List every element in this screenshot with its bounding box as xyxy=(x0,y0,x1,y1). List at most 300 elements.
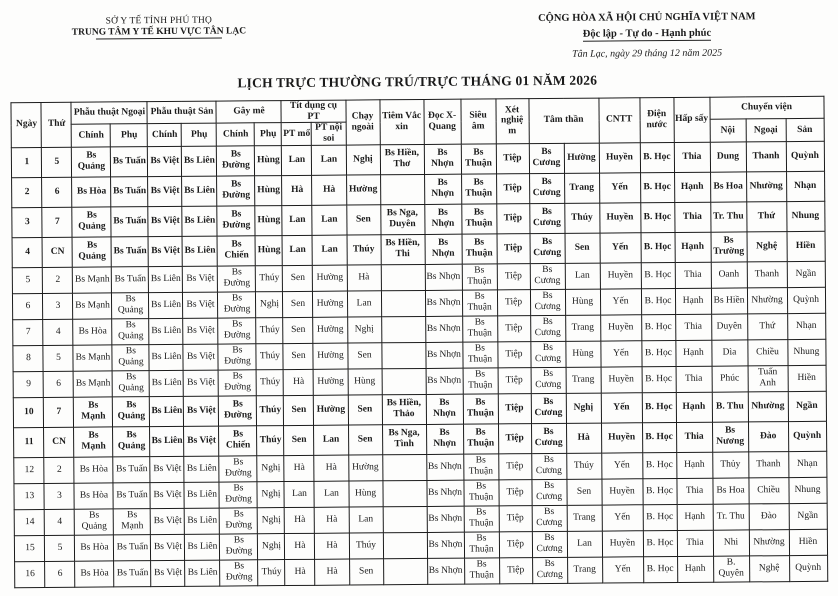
table-cell: B. Học xyxy=(640,142,674,172)
table-cell: Bs Thuận xyxy=(462,315,497,341)
table-cell: Bs Cương xyxy=(530,263,565,289)
table-cell: Hường xyxy=(346,174,380,204)
national-title: CỘNG HÒA XÃ HỘI CHỦ NGHĨA VIỆT NAM xyxy=(538,11,756,25)
table-cell: Lan xyxy=(312,235,346,265)
table-cell: 5 xyxy=(45,535,75,561)
table-cell: Sen xyxy=(284,425,314,455)
table-cell: Tiệp xyxy=(497,315,530,341)
table-cell: Bs Đường xyxy=(219,481,257,507)
table-cell: CN xyxy=(42,237,72,267)
col-header-doc-x-quang: Đọc X-Quang xyxy=(423,99,460,144)
table-cell: Thúy xyxy=(257,369,284,395)
table-cell: Bs Nương xyxy=(712,421,748,451)
table-cell: Bs Liên xyxy=(182,146,217,176)
table-cell: Nhi xyxy=(713,529,749,555)
col-subheader-san-chinh: Chính xyxy=(148,124,182,147)
table-cell: Bs Liên xyxy=(149,318,183,344)
table-cell: Sen xyxy=(283,265,313,291)
table-cell: Bs Liên xyxy=(150,370,184,396)
table-cell: Lan xyxy=(314,481,348,507)
table-cell xyxy=(381,316,425,342)
table-cell: Sen xyxy=(566,479,601,505)
table-cell: Chiều xyxy=(747,339,787,365)
table-cell: Tr. Thu xyxy=(710,201,746,231)
table-cell: Bs Tuấn xyxy=(111,176,148,206)
table-cell: Trang xyxy=(567,505,602,531)
table-cell: Hà xyxy=(347,264,381,290)
table-cell: Tiệp xyxy=(496,173,529,203)
table-cell: Lan xyxy=(565,263,600,289)
table-cell: Bs Mạnh xyxy=(74,426,113,456)
col-header-tam-than: Tâm thần xyxy=(528,98,598,143)
table-cell: Nhung xyxy=(786,201,824,231)
table-cell: Nghị xyxy=(256,291,283,317)
table-cell: Bs Quảng xyxy=(75,508,114,534)
table-cell: B. Học xyxy=(641,262,675,288)
table-cell: Bs Mạnh xyxy=(114,508,151,534)
table-cell: Hà xyxy=(566,423,601,453)
table-cell: Bs Hiền, Thơ xyxy=(380,144,424,174)
table-cell: Thúy xyxy=(349,532,383,558)
table-cell: Hiền xyxy=(789,529,827,555)
col-header-hap-say: Hấp sấy xyxy=(673,97,709,142)
table-cell: Nghệ xyxy=(747,231,787,261)
table-cell: Tiệp xyxy=(499,557,532,583)
table-cell: Hạnh xyxy=(675,288,711,314)
table-cell: Bs Cương xyxy=(532,531,567,557)
table-cell: B. Học xyxy=(641,288,675,314)
table-cell: Tr. Thu xyxy=(713,503,749,529)
table-cell: Thúy xyxy=(256,317,283,343)
table-cell: Tuấn Anh xyxy=(748,365,788,391)
table-cell: Bs Việt xyxy=(184,370,219,396)
table-cell: Huyền xyxy=(601,422,642,452)
national-header-block xyxy=(492,11,802,60)
table-cell: 5 xyxy=(13,267,43,293)
table-cell: Bs Hiền xyxy=(711,287,747,313)
table-cell: Bs Nhợn xyxy=(425,264,462,290)
table-cell: B. Học xyxy=(641,340,675,366)
table-cell: Bs Hoa xyxy=(710,171,746,201)
document-title: LỊCH TRỰC THƯỜNG TRÚ/TRỰC THÁNG 01 NĂM 2026 xyxy=(237,72,598,91)
table-cell: B. Học xyxy=(642,422,676,452)
table-cell: Trang xyxy=(567,557,602,583)
table-cell: B. Thu xyxy=(712,391,748,421)
table-cell: Nghị xyxy=(257,481,284,507)
table-cell: Bs Thuận xyxy=(463,367,498,393)
table-cell: Hà xyxy=(285,533,315,559)
table-cell: Sen xyxy=(283,291,313,317)
table-cell: Lan xyxy=(314,425,348,455)
table-cell: Hiền xyxy=(787,231,825,261)
col-subheader-san-phu: Phụ xyxy=(182,123,217,146)
table-cell: Bs Đường xyxy=(220,533,258,559)
table-cell: Yến xyxy=(600,288,641,314)
table-cell: Bs Thuận xyxy=(463,423,498,453)
table-cell: Bs Nhợn xyxy=(425,234,462,264)
col-subheader-pt-mo: PT mổ xyxy=(282,123,312,145)
table-cell: Hà xyxy=(285,507,315,533)
table-cell: 4 xyxy=(45,509,75,535)
table-cell: Bs Tuấn xyxy=(113,482,150,508)
table-cell: Duyên xyxy=(711,313,747,339)
table-cell: Nghị xyxy=(257,455,284,481)
table-cell: Bs Liên xyxy=(184,456,219,482)
table-cell: Trang xyxy=(564,173,599,203)
table-cell: 9 xyxy=(14,371,44,397)
table-cell: Hường xyxy=(313,343,347,369)
table-cell: Thia xyxy=(675,262,711,288)
table-cell: CN xyxy=(44,427,74,457)
col-subheader-gayme-phu: Phụ xyxy=(255,123,282,145)
table-cell: Bs Nhợn xyxy=(424,144,461,174)
table-cell: Bs Chiến xyxy=(217,235,255,265)
table-cell: 7 xyxy=(42,207,72,237)
table-cell: Hà xyxy=(284,369,314,395)
table-cell xyxy=(383,506,427,532)
table-cell: Thúy xyxy=(258,559,285,585)
table-cell: Hạnh xyxy=(675,232,711,262)
table-cell: 12 xyxy=(14,457,44,483)
table-cell: Bs Quảng xyxy=(72,206,111,236)
table-cell: Bs Việt xyxy=(151,534,185,560)
table-cell: Thứ xyxy=(746,201,786,231)
table-cell: Lan xyxy=(282,235,312,265)
table-cell: Nhường xyxy=(747,287,787,313)
table-cell: Huyền xyxy=(599,202,640,232)
table-cell: Bs Quảng xyxy=(112,344,149,370)
table-cell: Thia xyxy=(676,422,712,452)
table-cell xyxy=(382,368,426,394)
table-cell: Bs Chiến xyxy=(219,425,257,455)
table-cell: Yến xyxy=(602,504,643,530)
table-cell: Bs Mạnh xyxy=(73,292,112,318)
table-cell: Bs Cương xyxy=(530,289,565,315)
table-cell: Bs Cương xyxy=(532,505,567,531)
table-cell: Thúy xyxy=(564,203,599,233)
table-cell: Tiệp xyxy=(499,505,532,531)
table-cell: Bs Việt xyxy=(183,292,218,318)
table-cell: Hà xyxy=(284,455,314,481)
table-cell: Quỳnh xyxy=(789,555,827,581)
table-cell: 4 xyxy=(12,237,42,267)
table-cell: Bs Liên xyxy=(149,266,183,292)
col-header-dien-nuoc: Điện nước xyxy=(639,97,673,142)
table-cell: Bs Thuận xyxy=(463,453,498,479)
table-cell: Yến xyxy=(600,232,641,262)
table-cell: Bs Nhợn xyxy=(426,368,463,394)
table-cell: Huyền xyxy=(600,262,641,288)
table-cell: 16 xyxy=(15,561,45,587)
table-cell: Bs Tuấn xyxy=(114,534,151,560)
table-cell: Bs Đường xyxy=(219,395,257,425)
table-cell: Bs Việt xyxy=(183,344,218,370)
national-motto: Độc lập - Tự do - Hạnh phúc xyxy=(582,27,712,40)
table-cell: Bs Thuận xyxy=(463,393,498,423)
table-cell: 3 xyxy=(44,483,74,509)
table-cell: 6 xyxy=(45,561,75,587)
table-cell: 4 xyxy=(43,319,73,345)
org-underline xyxy=(96,38,222,40)
table-cell: Hà xyxy=(282,175,312,205)
table-cell: Tiệp xyxy=(497,263,530,289)
col-subheader-ngoai-phu: Phụ xyxy=(111,124,148,147)
table-cell: Hạnh xyxy=(675,340,711,366)
table-cell: Bs Quảng xyxy=(113,396,150,426)
table-cell: 2 xyxy=(12,177,42,207)
table-cell: Huyền xyxy=(599,142,640,172)
table-cell: Thanh xyxy=(747,261,787,287)
table-cell: Lan xyxy=(347,290,381,316)
table-row xyxy=(15,555,827,587)
table-cell: Hạnh xyxy=(677,504,713,530)
col-header-tit-dung-cu-pt: Tít dụng cụ PT xyxy=(281,100,345,123)
table-cell: Bs Đường xyxy=(217,175,255,205)
table-cell: Tiệp xyxy=(498,453,531,479)
table-cell: Trang xyxy=(565,315,600,341)
org-name: TRUNG TÂM Y TẾ KHU VỰC TÂN LẠC xyxy=(71,26,247,38)
col-subheader-chuyen-vien-san: Sản xyxy=(786,119,824,142)
issuing-org-block xyxy=(64,15,254,63)
table-cell: Bs Hiền, Thi xyxy=(381,234,425,264)
table-cell: Tiệp xyxy=(499,531,532,557)
table-cell: Ngần xyxy=(788,391,826,421)
table-cell: Tiệp xyxy=(498,367,531,393)
table-cell: Bs Nhợn xyxy=(424,204,461,234)
col-header-phau-thuat-ngoai: Phẫu thuật Ngoại xyxy=(71,102,147,125)
table-cell: Hùng xyxy=(255,145,282,175)
table-cell: Bs Liên xyxy=(149,292,183,318)
table-cell: Thứ xyxy=(747,313,787,339)
table-cell: Bs Việt xyxy=(148,206,182,236)
table-cell: Thia xyxy=(674,202,710,232)
table-cell: Hường xyxy=(314,395,348,425)
org-parent-name: SỞ Y TẾ TỈNH PHÚ THỌ xyxy=(105,15,213,27)
table-cell: Bs Nhợn xyxy=(424,174,461,204)
table-cell: Bs Quảng xyxy=(113,426,150,456)
table-cell: Thia xyxy=(677,530,713,556)
col-subheader-chuyen-vien-ngoai: Ngoại xyxy=(746,119,786,142)
table-cell: Hạnh xyxy=(676,452,712,478)
table-cell: Bs Đường xyxy=(218,317,256,343)
table-cell: Đào xyxy=(748,421,788,451)
table-cell: Bs Liên xyxy=(183,236,218,266)
table-cell: Nghị xyxy=(566,393,601,423)
table-cell: Dung xyxy=(710,141,746,171)
table-cell: Bs Cương xyxy=(530,341,565,367)
table-cell: Bs Đường xyxy=(218,291,256,317)
table-cell: Nhạn xyxy=(787,313,825,339)
table-cell: Bs Hòa xyxy=(75,534,114,560)
table-cell: Bs Quảng xyxy=(112,318,149,344)
table-cell: Bs Hòa xyxy=(74,456,113,482)
table-cell: Bs Liên xyxy=(182,206,217,236)
table-cell: Tiệp xyxy=(498,423,531,453)
table-cell: Thia xyxy=(674,142,710,172)
col-header-chuyen-vien: Chuyển viện xyxy=(709,96,823,119)
table-cell: Quỳnh xyxy=(788,421,826,451)
table-cell: Nghệ xyxy=(749,555,789,581)
col-header-gay-me: Gây mê xyxy=(216,101,281,124)
header-row-top xyxy=(11,96,823,125)
table-cell: Bs Việt xyxy=(150,456,184,482)
table-cell: Bs Nhợn xyxy=(426,424,463,454)
table-cell: Yến xyxy=(601,452,642,478)
table-cell: Hạnh xyxy=(676,392,712,422)
table-cell: Sen xyxy=(348,394,382,424)
table-cell: Yến xyxy=(602,556,643,582)
table-cell: Bs Việt xyxy=(183,318,218,344)
table-cell: Lan xyxy=(349,506,383,532)
table-cell: Nhung xyxy=(788,477,826,503)
table-cell: Bs Trường xyxy=(711,231,747,261)
table-cell: Tiệp xyxy=(498,393,531,423)
col-header-sieu-am: Siêu âm xyxy=(460,99,495,144)
table-cell: 1 xyxy=(12,147,42,177)
table-cell: Bs Nhợn xyxy=(425,290,462,316)
table-cell: Phúc xyxy=(712,365,748,391)
table-cell: Bs Quảng xyxy=(113,370,150,396)
table-cell: 10 xyxy=(14,397,44,427)
table-cell: Bs Thuận xyxy=(462,263,497,289)
table-cell xyxy=(381,290,425,316)
table-cell: Hạnh xyxy=(674,172,710,202)
table-cell: 6 xyxy=(44,371,74,397)
table-cell: Nhường xyxy=(748,391,788,421)
table-cell: Hà xyxy=(315,533,349,559)
table-cell: Bs Đường xyxy=(218,343,256,369)
table-cell: 5 xyxy=(43,345,73,371)
table-cell: Nhung xyxy=(787,339,825,365)
table-cell: Lan xyxy=(567,531,602,557)
table-cell: Sen xyxy=(283,317,313,343)
table-cell: Ngần xyxy=(789,503,827,529)
table-cell: Bs Quảng xyxy=(72,236,111,266)
table-cell: Bs Thuận xyxy=(461,143,496,173)
table-cell: Thúy xyxy=(257,425,284,455)
table-cell: Bs Tuấn xyxy=(113,456,150,482)
table-cell xyxy=(380,174,424,204)
table-cell: Lan xyxy=(312,145,346,175)
table-cell: B. Học xyxy=(642,366,676,392)
table-cell: Bs Việt xyxy=(183,266,218,292)
table-cell: Thúy xyxy=(257,395,284,425)
table-cell: Tiệp xyxy=(498,479,531,505)
table-cell: Bs Liên xyxy=(185,560,220,586)
table-cell: B. Học xyxy=(643,556,677,582)
table-cell: Bs Thuận xyxy=(464,531,499,557)
table-cell: Nghị xyxy=(347,316,381,342)
table-cell: B. Học xyxy=(641,232,675,262)
table-cell: Bs Việt xyxy=(148,146,182,176)
table-cell: Bs Việt xyxy=(184,426,219,456)
table-cell: Bs Nhợn xyxy=(426,480,463,506)
table-cell: Huyền xyxy=(601,478,642,504)
table-cell: Hạnh xyxy=(677,556,713,582)
table-cell: Bs Việt xyxy=(149,236,183,266)
table-cell: Bs Cương xyxy=(529,173,564,203)
table-cell: Tiệp xyxy=(497,289,530,315)
table-cell: Đào xyxy=(749,503,789,529)
date-line: Tân Lạc, ngày 29 tháng 12 năm 2025 xyxy=(572,47,723,60)
table-cell: Yến xyxy=(600,340,641,366)
table-cell: Bs Đường xyxy=(217,205,255,235)
table-cell: Nghị xyxy=(258,533,285,559)
table-cell: B. Học xyxy=(640,202,674,232)
table-cell: Bs Cương xyxy=(530,315,565,341)
col-header-xet-nghiem: Xét nghiệm xyxy=(495,99,528,144)
table-cell: Hùng xyxy=(255,175,282,205)
table-cell: Hà xyxy=(314,455,348,481)
document-header xyxy=(0,0,836,64)
table-cell: Quỳnh xyxy=(786,141,824,171)
table-cell: Bs Thuận xyxy=(462,233,497,263)
table-cell: Bs Nhợn xyxy=(427,532,464,558)
table-cell: Bs Thuận xyxy=(464,557,499,583)
table-cell: Bs Đường xyxy=(220,507,258,533)
table-cell: 3 xyxy=(43,293,73,319)
table-cell: Bs Cương xyxy=(530,233,565,263)
table-cell: Bs Mạnh xyxy=(74,370,113,396)
table-cell: Hùng xyxy=(348,368,382,394)
table-cell: Bs Cương xyxy=(529,203,564,233)
table-cell: Bs Tuấn xyxy=(111,236,148,266)
table-cell: Hùng xyxy=(255,235,282,265)
table-cell: Bs Cương xyxy=(531,393,566,423)
duty-schedule-table xyxy=(11,96,828,588)
table-cell: Bs Mạnh xyxy=(74,396,113,426)
table-cell: Ngần xyxy=(787,261,825,287)
table-cell: Hường xyxy=(313,265,347,291)
table-cell: Bs Đường xyxy=(219,369,257,395)
table-cell: Bs Hòa xyxy=(75,560,114,586)
table-cell: Sen xyxy=(346,204,380,234)
table-cell: Thúy xyxy=(347,234,381,264)
table-cell: Bs Thuận xyxy=(463,479,498,505)
table-cell: Bs Liên xyxy=(150,396,184,426)
table-cell: Thủy xyxy=(712,451,748,477)
table-cell: Bs Quảng xyxy=(72,146,111,176)
table-cell: Lan xyxy=(284,481,314,507)
col-subheader-pt-noi-soi: PT nội soi xyxy=(312,122,346,145)
table-cell: Bs Cương xyxy=(529,143,564,173)
table-cell: Tiệp xyxy=(497,233,530,263)
table-header xyxy=(11,96,823,147)
table-cell: Nhường xyxy=(749,529,789,555)
table-cell: 8 xyxy=(13,345,43,371)
table-cell: Bs Việt xyxy=(148,176,182,206)
table-cell: Nhạn xyxy=(786,171,824,201)
table-cell: Sen xyxy=(284,395,314,425)
col-subheader-ngoai-chinh: Chính xyxy=(72,124,111,147)
table-cell: Bs Thuận xyxy=(462,289,497,315)
col-header-tiem-vac-xin: Tiêm Vắc xin xyxy=(379,99,423,144)
schedule-body xyxy=(12,141,827,587)
table-cell: Sen xyxy=(347,342,381,368)
table-cell: Hùng xyxy=(565,341,600,367)
table-cell: Bs Mạnh xyxy=(73,344,112,370)
table-cell: Hường xyxy=(314,369,348,395)
table-cell: Bs Nhợn xyxy=(425,316,462,342)
col-header-chay-ngoai: Chạy ngoài xyxy=(345,100,379,145)
table-cell: Bs Nhợn xyxy=(425,342,462,368)
table-cell: 13 xyxy=(14,483,44,509)
table-cell: Bs Nga, Duyên xyxy=(380,204,424,234)
table-cell: Tiệp xyxy=(496,203,529,233)
table-cell: 11 xyxy=(14,427,44,457)
table-cell: B. Học xyxy=(640,172,674,202)
table-cell: Bs Đường xyxy=(219,455,257,481)
